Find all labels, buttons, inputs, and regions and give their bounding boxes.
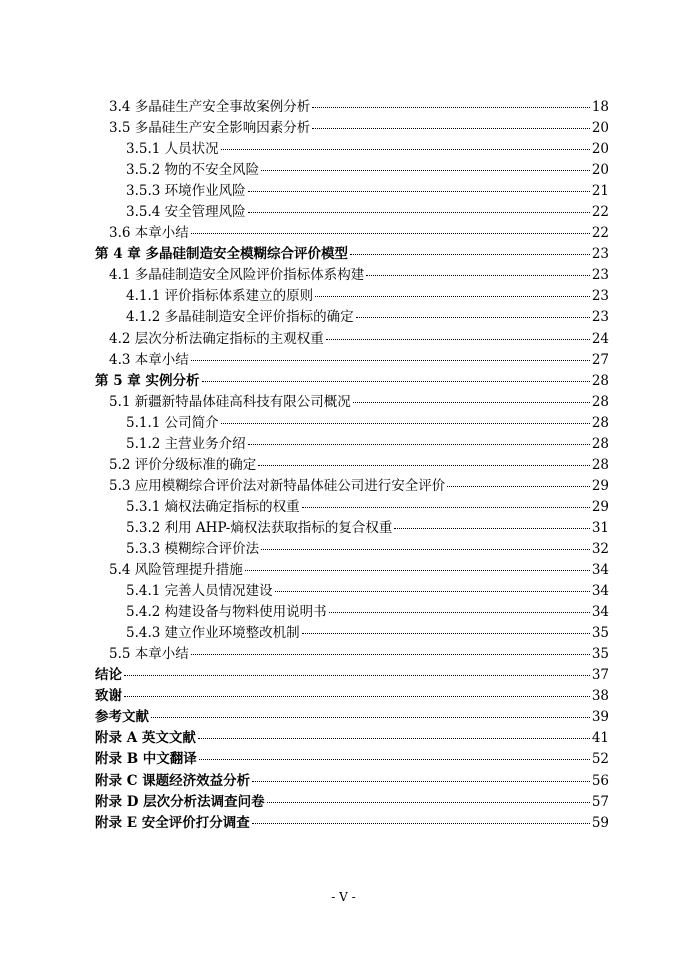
toc-entry-title: 3.5.2 物的不安全风险 <box>126 162 260 179</box>
toc-entry-page-number: 29 <box>591 477 609 494</box>
toc-entry[interactable] <box>95 118 609 139</box>
toc-leader-dots <box>329 612 590 613</box>
toc-entry-page-number: 34 <box>591 562 609 579</box>
toc-entry-title: 致谢 <box>95 688 122 705</box>
toc-entry-page-number: 35 <box>591 646 609 663</box>
toc-leader-dots <box>252 823 590 824</box>
toc-entry[interactable] <box>95 602 609 623</box>
toc-leader-dots <box>151 717 590 718</box>
toc-entry-title: 3.4 多晶硅生产安全事故案例分析 <box>109 99 311 115</box>
toc-leader-dots <box>191 233 590 234</box>
toc-entry-page-number: 38 <box>591 688 609 705</box>
toc-entry[interactable] <box>95 476 609 497</box>
toc-entry[interactable] <box>95 497 609 518</box>
toc-entry-title: 第 4 章 多晶硅制造安全模糊综合评价模型 <box>95 246 348 263</box>
toc-leader-dots <box>248 191 590 192</box>
toc-entry-title: 附录 A 英文文献 <box>95 730 196 747</box>
toc-entry-title: 3.6 本章小结 <box>109 225 189 242</box>
toc-entry[interactable] <box>95 686 609 707</box>
toc-leader-dots <box>302 633 590 634</box>
toc-leader-dots <box>248 444 590 445</box>
toc-entry-title: 5.4.3 建立作业环境整改机制 <box>126 625 300 642</box>
toc-entry-page-number: 34 <box>591 583 609 600</box>
toc-entry[interactable] <box>95 749 609 770</box>
toc-entry-title: 附录 E 安全评价打分调查 <box>95 814 250 831</box>
toc-entry-title: 3.5.1 人员状况 <box>126 141 219 158</box>
toc-entry-page-number: 39 <box>591 709 609 726</box>
toc-entry-page-number: 24 <box>591 330 609 347</box>
toc-leader-dots <box>312 128 590 129</box>
toc-entry-page-number: 18 <box>591 99 609 115</box>
toc-leader-dots <box>267 802 590 803</box>
toc-leader-dots <box>198 738 590 739</box>
toc-entry-title: 5.3.3 模糊综合评价法 <box>126 540 260 557</box>
toc-entry-title: 附录 B 中文翻译 <box>95 751 197 768</box>
page-number: - V - <box>331 890 356 904</box>
toc-entry-page-number: 22 <box>591 225 609 242</box>
toc-entry-title: 4.2 层次分析法确定指标的主观权重 <box>109 330 324 347</box>
toc-entry-page-number: 41 <box>591 730 609 747</box>
toc-leader-dots <box>326 339 590 340</box>
toc-entry[interactable] <box>95 139 609 160</box>
toc-entry-page-number: 23 <box>591 267 609 284</box>
toc-entry[interactable] <box>95 518 609 539</box>
toc-entry[interactable] <box>95 160 609 181</box>
toc-entry[interactable] <box>95 202 609 223</box>
toc-entry[interactable] <box>95 539 609 560</box>
toc-entry-title: 附录 C 课题经济效益分析 <box>95 772 251 789</box>
toc-entry-title: 5.3.1 熵权法确定指标的权重 <box>126 498 300 515</box>
table-of-contents <box>95 97 609 834</box>
toc-leader-dots <box>124 696 590 697</box>
toc-entry[interactable] <box>95 223 609 244</box>
toc-entry-page-number: 28 <box>591 393 609 410</box>
toc-leader-dots <box>221 149 590 150</box>
toc-entry-page-number: 23 <box>591 288 609 305</box>
toc-entry-page-number: 20 <box>591 141 609 158</box>
toc-entry-title: 5.4 风险管理提升措施 <box>109 562 243 579</box>
toc-leader-dots <box>245 570 590 571</box>
toc-leader-dots <box>366 275 590 276</box>
toc-entry-page-number: 27 <box>591 351 609 368</box>
toc-entry-page-number: 23 <box>591 309 609 326</box>
toc-entry[interactable] <box>95 665 609 686</box>
toc-leader-dots <box>315 296 590 297</box>
toc-entry-page-number: 34 <box>591 604 609 621</box>
toc-entry-page-number: 28 <box>591 456 609 473</box>
toc-entry[interactable] <box>95 792 609 813</box>
toc-leader-dots <box>356 317 590 318</box>
toc-leader-dots <box>199 759 590 760</box>
toc-leader-dots <box>202 381 590 382</box>
toc-entry-title: 5.1.2 主营业务介绍 <box>126 435 246 452</box>
toc-entry-page-number: 21 <box>591 183 609 200</box>
toc-entry-title: 5.2 评价分级标准的确定 <box>109 456 257 473</box>
toc-leader-dots <box>350 254 590 255</box>
toc-entry-page-number: 31 <box>591 519 609 536</box>
toc-entry-title: 3.5.4 安全管理风险 <box>126 204 246 221</box>
toc-entry[interactable] <box>95 813 609 834</box>
toc-leader-dots <box>124 675 590 676</box>
toc-entry-title: 5.1.1 公司简介 <box>126 414 219 431</box>
toc-entry-page-number: 20 <box>591 162 609 179</box>
toc-entry-page-number: 52 <box>591 751 609 768</box>
toc-leader-dots <box>191 654 590 655</box>
toc-entry-page-number: 23 <box>591 246 609 263</box>
toc-entry[interactable] <box>95 560 609 581</box>
toc-entry[interactable] <box>95 455 609 476</box>
toc-leader-dots <box>312 107 590 108</box>
toc-entry[interactable] <box>95 350 609 371</box>
toc-entry-title: 5.1 新疆新特晶体硅高科技有限公司概况 <box>109 393 351 410</box>
toc-leader-dots <box>252 781 590 782</box>
toc-entry[interactable] <box>95 329 609 350</box>
toc-entry-title: 4.1 多晶硅制造安全风险评价指标体系构建 <box>109 267 365 284</box>
toc-leader-dots <box>447 486 590 487</box>
toc-entry[interactable] <box>95 728 609 749</box>
toc-leader-dots <box>191 360 590 361</box>
toc-entry[interactable] <box>95 97 609 118</box>
toc-entry-title: 4.1.2 多晶硅制造安全评价指标的确定 <box>126 309 354 326</box>
toc-entry-page-number: 29 <box>591 498 609 515</box>
toc-entry-page-number: 28 <box>591 435 609 452</box>
toc-entry[interactable] <box>95 392 609 413</box>
toc-entry-page-number: 20 <box>591 120 609 137</box>
toc-entry[interactable] <box>95 644 609 665</box>
toc-leader-dots <box>261 170 590 171</box>
toc-entry-page-number: 28 <box>591 372 609 389</box>
toc-entry-title: 5.3.2 利用 AHP-熵权法获取指标的复合权重 <box>126 519 393 536</box>
toc-entry-page-number: 59 <box>591 814 609 831</box>
toc-entry-page-number: 57 <box>591 793 609 810</box>
toc-leader-dots <box>302 507 590 508</box>
toc-entry[interactable] <box>95 623 609 644</box>
toc-entry[interactable] <box>95 413 609 434</box>
toc-leader-dots <box>221 423 590 424</box>
toc-entry[interactable] <box>95 434 609 455</box>
toc-entry[interactable] <box>95 371 609 392</box>
toc-entry[interactable] <box>95 286 609 307</box>
toc-entry-title: 4.3 本章小结 <box>109 351 189 368</box>
toc-entry-title: 3.5.3 环境作业风险 <box>126 183 246 200</box>
toc-leader-dots <box>261 549 590 550</box>
toc-leader-dots <box>258 465 590 466</box>
toc-leader-dots <box>248 212 590 213</box>
toc-leader-dots <box>394 528 589 529</box>
toc-entry[interactable] <box>95 244 609 265</box>
toc-entry[interactable] <box>95 707 609 728</box>
toc-leader-dots <box>353 402 590 403</box>
toc-entry-title: 5.3 应用模糊综合评价法对新特晶体硅公司进行安全评价 <box>109 477 446 494</box>
toc-entry-page-number: 56 <box>591 772 609 789</box>
toc-entry-page-number: 37 <box>591 667 609 684</box>
toc-entry-page-number: 22 <box>591 204 609 221</box>
toc-entry-title: 第 5 章 实例分析 <box>95 372 200 389</box>
toc-entry-page-number: 32 <box>591 540 609 557</box>
toc-leader-dots <box>275 591 590 592</box>
toc-entry-title: 5.4.1 完善人员情况建设 <box>126 583 273 600</box>
toc-entry-page-number: 28 <box>591 414 609 431</box>
toc-entry[interactable] <box>95 181 609 202</box>
toc-entry[interactable] <box>95 307 609 328</box>
toc-entry-title: 参考文献 <box>95 709 149 726</box>
toc-entry-title: 附录 D 层次分析法调查问卷 <box>95 793 265 810</box>
toc-entry-title: 4.1.1 评价指标体系建立的原则 <box>126 288 314 305</box>
toc-entry-title: 结论 <box>95 667 122 684</box>
toc-entry-title: 5.5 本章小结 <box>109 646 189 663</box>
toc-entry[interactable] <box>95 581 609 602</box>
toc-entry-page-number: 35 <box>591 625 609 642</box>
toc-entry[interactable] <box>95 265 609 286</box>
toc-entry-title: 5.4.2 构建设备与物料使用说明书 <box>126 604 327 621</box>
toc-entry[interactable] <box>95 771 609 792</box>
toc-entry-title: 3.5 多晶硅生产安全影响因素分析 <box>109 120 311 137</box>
